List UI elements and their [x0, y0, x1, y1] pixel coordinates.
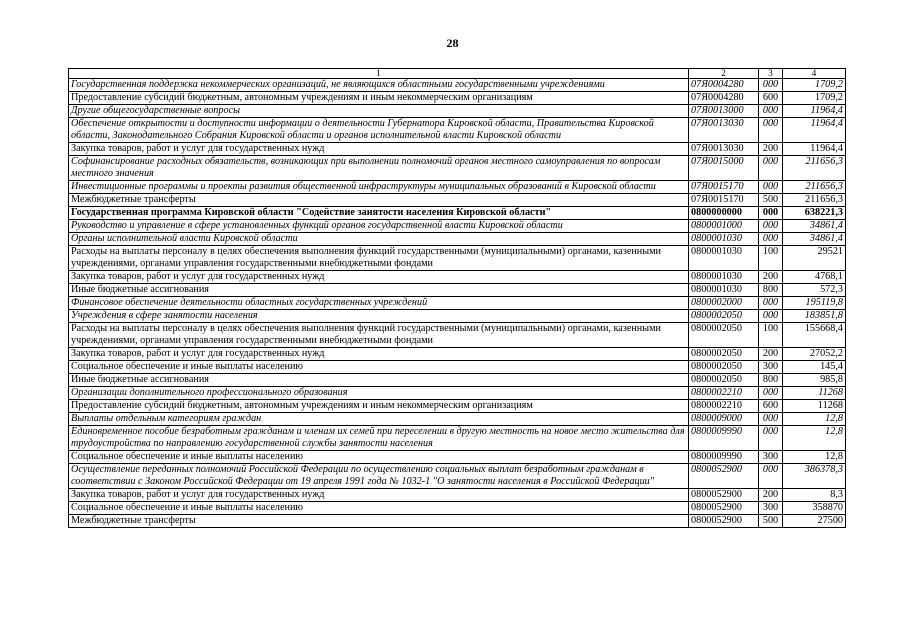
row-expense-type-cell: 100: [759, 246, 783, 271]
row-name-cell: Закупка товаров, работ и услуг для государственных нужд: [69, 143, 689, 156]
row-code-cell: 0800002050: [689, 348, 759, 361]
table-row: [69, 426, 846, 451]
row-code-cell: 0800001030: [689, 271, 759, 284]
row-code-cell: 0800002210: [689, 387, 759, 400]
table-row: [69, 207, 846, 220]
row-expense-type-cell: 000: [759, 413, 783, 426]
row-expense-type-cell: 200: [759, 271, 783, 284]
table-row: [69, 297, 846, 310]
row-code-cell: 0800052900: [689, 464, 759, 489]
row-amount-cell: 386378,3: [783, 464, 846, 489]
row-expense-type-cell: 000: [759, 464, 783, 489]
row-code-cell: 0800002050: [689, 323, 759, 348]
row-amount-cell: 211656,3: [783, 156, 846, 181]
row-expense-type-cell: 300: [759, 502, 783, 515]
row-amount-cell: 572,3: [783, 284, 846, 297]
row-expense-type-cell: 000: [759, 310, 783, 323]
row-amount-cell: 34861,4: [783, 233, 846, 246]
row-amount-cell: 155668,4: [783, 323, 846, 348]
table-row: [69, 194, 846, 207]
table-row: [69, 515, 846, 528]
row-amount-cell: 638221,3: [783, 207, 846, 220]
row-amount-cell: 4768,1: [783, 271, 846, 284]
row-expense-type-cell: 600: [759, 92, 783, 105]
row-expense-type-cell: 800: [759, 284, 783, 297]
column-number-4: 4: [783, 69, 846, 79]
row-expense-type-cell: 000: [759, 207, 783, 220]
row-expense-type-cell: 200: [759, 489, 783, 502]
row-expense-type-cell: 000: [759, 105, 783, 118]
row-code-cell: 0800052900: [689, 515, 759, 528]
row-amount-cell: 29521: [783, 246, 846, 271]
row-name-cell: Руководство и управление в сфере установленных функций органов государственной власти Кировской области: [69, 220, 689, 233]
row-amount-cell: 1709,2: [783, 92, 846, 105]
row-name-cell: Межбюджетные трансферты: [69, 515, 689, 528]
row-code-cell: 07Я0013030: [689, 118, 759, 143]
table-row: [69, 79, 846, 92]
table-row: [69, 489, 846, 502]
row-name-cell: Социальное обеспечение и иные выплаты населению: [69, 361, 689, 374]
row-expense-type-cell: 100: [759, 323, 783, 348]
row-expense-type-cell: 000: [759, 387, 783, 400]
row-name-cell: Социальное обеспечение и иные выплаты населению: [69, 502, 689, 515]
table-row: [69, 118, 846, 143]
row-amount-cell: 1709,2: [783, 79, 846, 92]
row-code-cell: 07Я0015000: [689, 156, 759, 181]
row-code-cell: 0800002050: [689, 361, 759, 374]
row-amount-cell: 12,8: [783, 413, 846, 426]
table-row: [69, 464, 846, 489]
row-name-cell: Закупка товаров, работ и услуг для государственных нужд: [69, 489, 689, 502]
budget-table-body: [69, 69, 846, 528]
row-expense-type-cell: 000: [759, 233, 783, 246]
table-row: [69, 220, 846, 233]
table-row: [69, 374, 846, 387]
row-name-cell: Предоставление субсидий бюджетным, автономным учреждениям и иным некоммерческим организациям: [69, 92, 689, 105]
row-amount-cell: 11964,4: [783, 118, 846, 143]
row-amount-cell: 11268: [783, 400, 846, 413]
row-expense-type-cell: 200: [759, 348, 783, 361]
row-name-cell: Обеспечение открытости и доступности информации о деятельности Губернатора Кировской области, Правительства Кировской области, Законодательного Собрания Кировской области и органов исполнительной власти Кировской области: [69, 118, 689, 143]
table-row: [69, 310, 846, 323]
row-amount-cell: 183851,8: [783, 310, 846, 323]
table-row: [69, 92, 846, 105]
table-row: [69, 284, 846, 297]
table-row: [69, 271, 846, 284]
row-code-cell: 07Я0004280: [689, 79, 759, 92]
row-amount-cell: 145,4: [783, 361, 846, 374]
row-name-cell: Софинансирование расходных обязательств, возникающих при выполнении полномочий органов местного самоуправления по вопросам местного значения: [69, 156, 689, 181]
row-name-cell: Иные бюджетные ассигнования: [69, 284, 689, 297]
row-amount-cell: 27052,2: [783, 348, 846, 361]
table-row: [69, 413, 846, 426]
row-name-cell: Осуществление переданных полномочий Российской Федерации по осуществлению социальных выплат безработным гражданам в соответствии с Законом Российской Федерации от 19 апреля 1991 года № 1032-1 "О занятости населения в Российской Федерации": [69, 464, 689, 489]
column-number-2: 2: [689, 69, 759, 79]
row-code-cell: 0800002050: [689, 374, 759, 387]
row-amount-cell: 211656,3: [783, 181, 846, 194]
row-code-cell: 0800002000: [689, 297, 759, 310]
table-row: [69, 143, 846, 156]
table-row: [69, 105, 846, 118]
row-name-cell: Выплаты отдельным категориям граждан: [69, 413, 689, 426]
row-amount-cell: 12,8: [783, 451, 846, 464]
row-name-cell: Закупка товаров, работ и услуг для государственных нужд: [69, 271, 689, 284]
row-name-cell: Учреждения в сфере занятости населения: [69, 310, 689, 323]
row-amount-cell: 211656,3: [783, 194, 846, 207]
row-expense-type-cell: 000: [759, 426, 783, 451]
row-amount-cell: 27500: [783, 515, 846, 528]
table-row: [69, 400, 846, 413]
row-code-cell: 0800001000: [689, 220, 759, 233]
table-row: [69, 233, 846, 246]
row-code-cell: 0800009990: [689, 426, 759, 451]
row-amount-cell: 11964,4: [783, 143, 846, 156]
row-code-cell: 0800009990: [689, 451, 759, 464]
column-number-row: [69, 69, 846, 79]
row-code-cell: 0800001030: [689, 284, 759, 297]
row-expense-type-cell: 300: [759, 451, 783, 464]
row-expense-type-cell: 000: [759, 220, 783, 233]
table-row: [69, 323, 846, 348]
row-amount-cell: 358870: [783, 502, 846, 515]
row-code-cell: 07Я0015170: [689, 181, 759, 194]
table-row: [69, 502, 846, 515]
table-row: [69, 181, 846, 194]
row-name-cell: Государственная программа Кировской области "Содействие занятости населения Кировской области": [69, 207, 689, 220]
row-name-cell: Инвестиционные программы и проекты развития общественной инфраструктуры муниципальных образований в Кировской области: [69, 181, 689, 194]
row-expense-type-cell: 500: [759, 194, 783, 207]
row-name-cell: Иные бюджетные ассигнования: [69, 374, 689, 387]
row-expense-type-cell: 000: [759, 79, 783, 92]
row-expense-type-cell: 000: [759, 297, 783, 310]
table-row: [69, 361, 846, 374]
table-row: [69, 246, 846, 271]
table-row: [69, 451, 846, 464]
row-code-cell: 0800001030: [689, 233, 759, 246]
row-amount-cell: 12,8: [783, 426, 846, 451]
row-code-cell: 0800001030: [689, 246, 759, 271]
row-name-cell: Единовременное пособие безработным гражданам и членам их семей при переселении в другую местность на новое место жительства для трудоустройства по направлению государственной службы занятости населения: [69, 426, 689, 451]
row-expense-type-cell: 000: [759, 181, 783, 194]
row-code-cell: 0800009000: [689, 413, 759, 426]
budget-table: [68, 68, 846, 528]
row-name-cell: Социальное обеспечение и иные выплаты населению: [69, 451, 689, 464]
table-row: [69, 348, 846, 361]
row-amount-cell: 11964,4: [783, 105, 846, 118]
row-expense-type-cell: 000: [759, 156, 783, 181]
row-code-cell: 0800052900: [689, 502, 759, 515]
row-expense-type-cell: 500: [759, 515, 783, 528]
row-expense-type-cell: 000: [759, 118, 783, 143]
row-expense-type-cell: 300: [759, 361, 783, 374]
row-expense-type-cell: 800: [759, 374, 783, 387]
row-name-cell: Расходы на выплаты персоналу в целях обеспечения выполнения функций государственными (муниципальными) органами, казенными учреждениями, органами управления государственными внебюджетными фондами: [69, 323, 689, 348]
row-amount-cell: 8,3: [783, 489, 846, 502]
row-code-cell: 07Я0013030: [689, 143, 759, 156]
row-amount-cell: 985,8: [783, 374, 846, 387]
row-name-cell: Межбюджетные трансферты: [69, 194, 689, 207]
row-name-cell: Предоставление субсидий бюджетным, автономным учреждениям и иным некоммерческим организациям: [69, 400, 689, 413]
table-row: [69, 387, 846, 400]
row-name-cell: Организации дополнительного профессионального образования: [69, 387, 689, 400]
row-name-cell: Расходы на выплаты персоналу в целях обеспечения выполнения функций государственными (муниципальными) органами, казенными учреждениями, органами управления государственными внебюджетными фондами: [69, 246, 689, 271]
row-amount-cell: 195119,8: [783, 297, 846, 310]
row-name-cell: Финансовое обеспечение деятельности областных государственных учреждений: [69, 297, 689, 310]
row-amount-cell: 11268: [783, 387, 846, 400]
row-code-cell: 0800000000: [689, 207, 759, 220]
page-number: 28: [446, 36, 459, 50]
row-name-cell: Закупка товаров, работ и услуг для государственных нужд: [69, 348, 689, 361]
row-expense-type-cell: 200: [759, 143, 783, 156]
row-code-cell: 07Я0013000: [689, 105, 759, 118]
row-code-cell: 0800002050: [689, 310, 759, 323]
row-code-cell: 07Я0004280: [689, 92, 759, 105]
column-number-3: 3: [759, 69, 783, 79]
row-expense-type-cell: 600: [759, 400, 783, 413]
row-name-cell: Государственная поддержка некоммерческих организаций, не являющихся областными государственными учреждениями: [69, 79, 689, 92]
row-code-cell: 0800002210: [689, 400, 759, 413]
row-amount-cell: 34861,4: [783, 220, 846, 233]
row-code-cell: 07Я0015170: [689, 194, 759, 207]
row-name-cell: Другие общегосударственные вопросы: [69, 105, 689, 118]
row-name-cell: Органы исполнительной власти Кировской области: [69, 233, 689, 246]
column-number-1: 1: [69, 69, 689, 79]
table-row: [69, 156, 846, 181]
row-code-cell: 0800052900: [689, 489, 759, 502]
